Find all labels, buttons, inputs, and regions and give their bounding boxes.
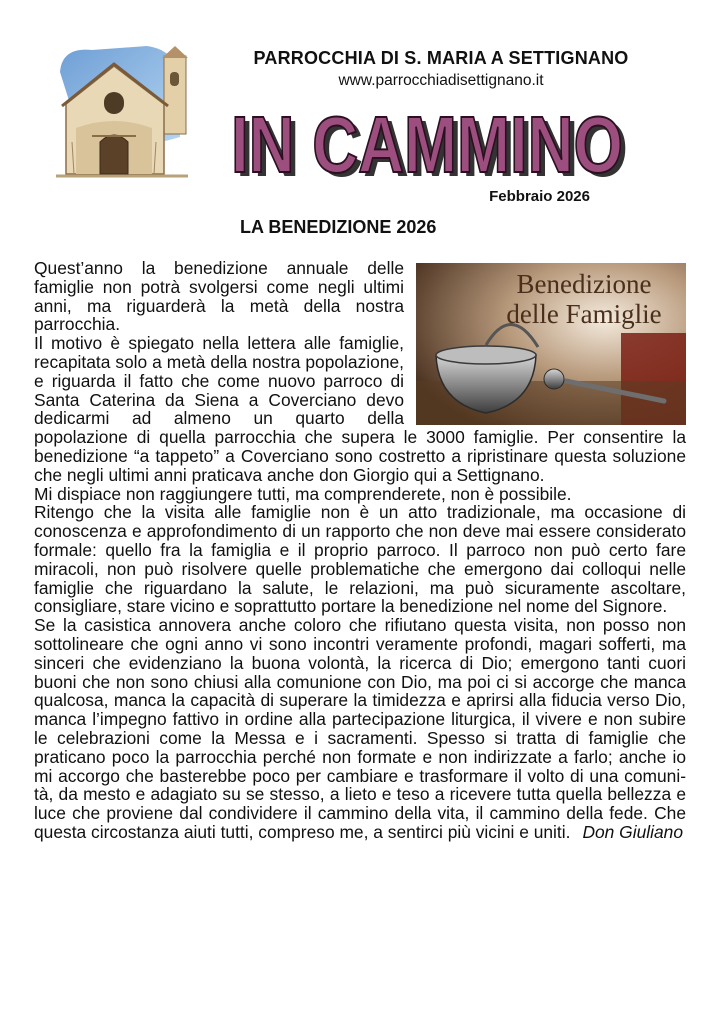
article-paragraph-text: Se la casistica annovera anche coloro che rifiutano questa visita, non posso non sottolineare che ogni anno vi sono incontri veramente profondi, magari sofferti, ma sinceri che evidenziano la buona volontà, la ricerca di Dio; emergono tanti cuori buoni che non sono chiusi alla comunione con Dio, ma poi ci si accorge che manca qualcosa, manca la capacità di superare la timidezza e aprirsi alla fiducia verso Dio, manca l’impegno fattivo in ordine alla partecipazione liturgica, il vivere e non subire le celebrazioni come la Messa e i sacramenti. Spesso si tratta di famiglie che praticano poco la parrocchia perché non formate e non indirizzate a farlo; anche io mi accorgo che basterebbe poco per cambiare e trasformare il volto di una comunità, da mesto e adagiato su se stesso, a lieto e teso a ricevere tutta quella bellezza e luce che proviene dal condividere il cammino della vita, il cammino della fede. Che questa circostanza aiuti tutti, compreso me, a sentirci più vicini e uniti. [34, 615, 686, 842]
article-paragraph: Ritengo che la visita alle famiglie non è un atto tradizionale, ma occasione di conoscenza e approfondimento di un rapporto che non deve mai essere considerato formale: quello fra la famiglia e il proprio parroco. Il parroco non può certo fare miracoli, non può risolvere quelle problematiche che emergono dai colloqui nelle famiglie che riguardano la salute, le relazioni, ma può sicuramente ascoltare, consigliare, stare vicino e soprattutto portare la benedizione nel nome del Signore. [34, 502, 686, 617]
article-paragraph [34, 616, 686, 842]
parish-website: www.parrocchiadisettignano.it [338, 72, 544, 89]
article-title: LA BENEDIZIONE 2026 [240, 217, 437, 237]
parish-name: PARROCCHIA DI S. MARIA A SETTIGNANO [253, 48, 629, 68]
masthead-title [216, 88, 636, 178]
masthead-title-text: IN CAMMINO [231, 100, 623, 178]
issue-date: Febbraio 2026 [489, 188, 590, 205]
blessing-photo [416, 263, 686, 425]
church-illustration [52, 42, 192, 182]
article-paragraph: Mi dispiace non raggiungere tutti, ma comprenderete, non è possibile. [34, 483, 572, 504]
article-paragraph: Il motivo è spiegato nella lettera alle famiglie, recapitata solo a metà della nostra popolazione, e riguarda il fatto che come nuovo parroco di Santa Caterina da Siena a Coverciano devo dedicarmi ad almeno un quarto della popolazione di quella parrocchia che supera le 3000 famiglie. Per consentire la benedizione “a tappeto” a Coverciano sono costretto a ripristinare questa soluzione che negli ultimi anni praticava anche don Giorgio qui a Settignano. [34, 333, 686, 485]
photo-caption-line2: delle Famiglie [506, 299, 662, 329]
signature: Don Giuliano [582, 821, 683, 842]
article-paragraph: Quest’anno la benedizione annuale delle famiglie non potrà svolgersi come negli ultimi anni, ma riguarderà la metà della nostra parrocchia. [34, 258, 404, 335]
masthead-title-shadow: IN CAMMINO [236, 104, 628, 178]
article-body [34, 259, 686, 842]
photo-caption-line1: Benedizione [516, 269, 652, 299]
